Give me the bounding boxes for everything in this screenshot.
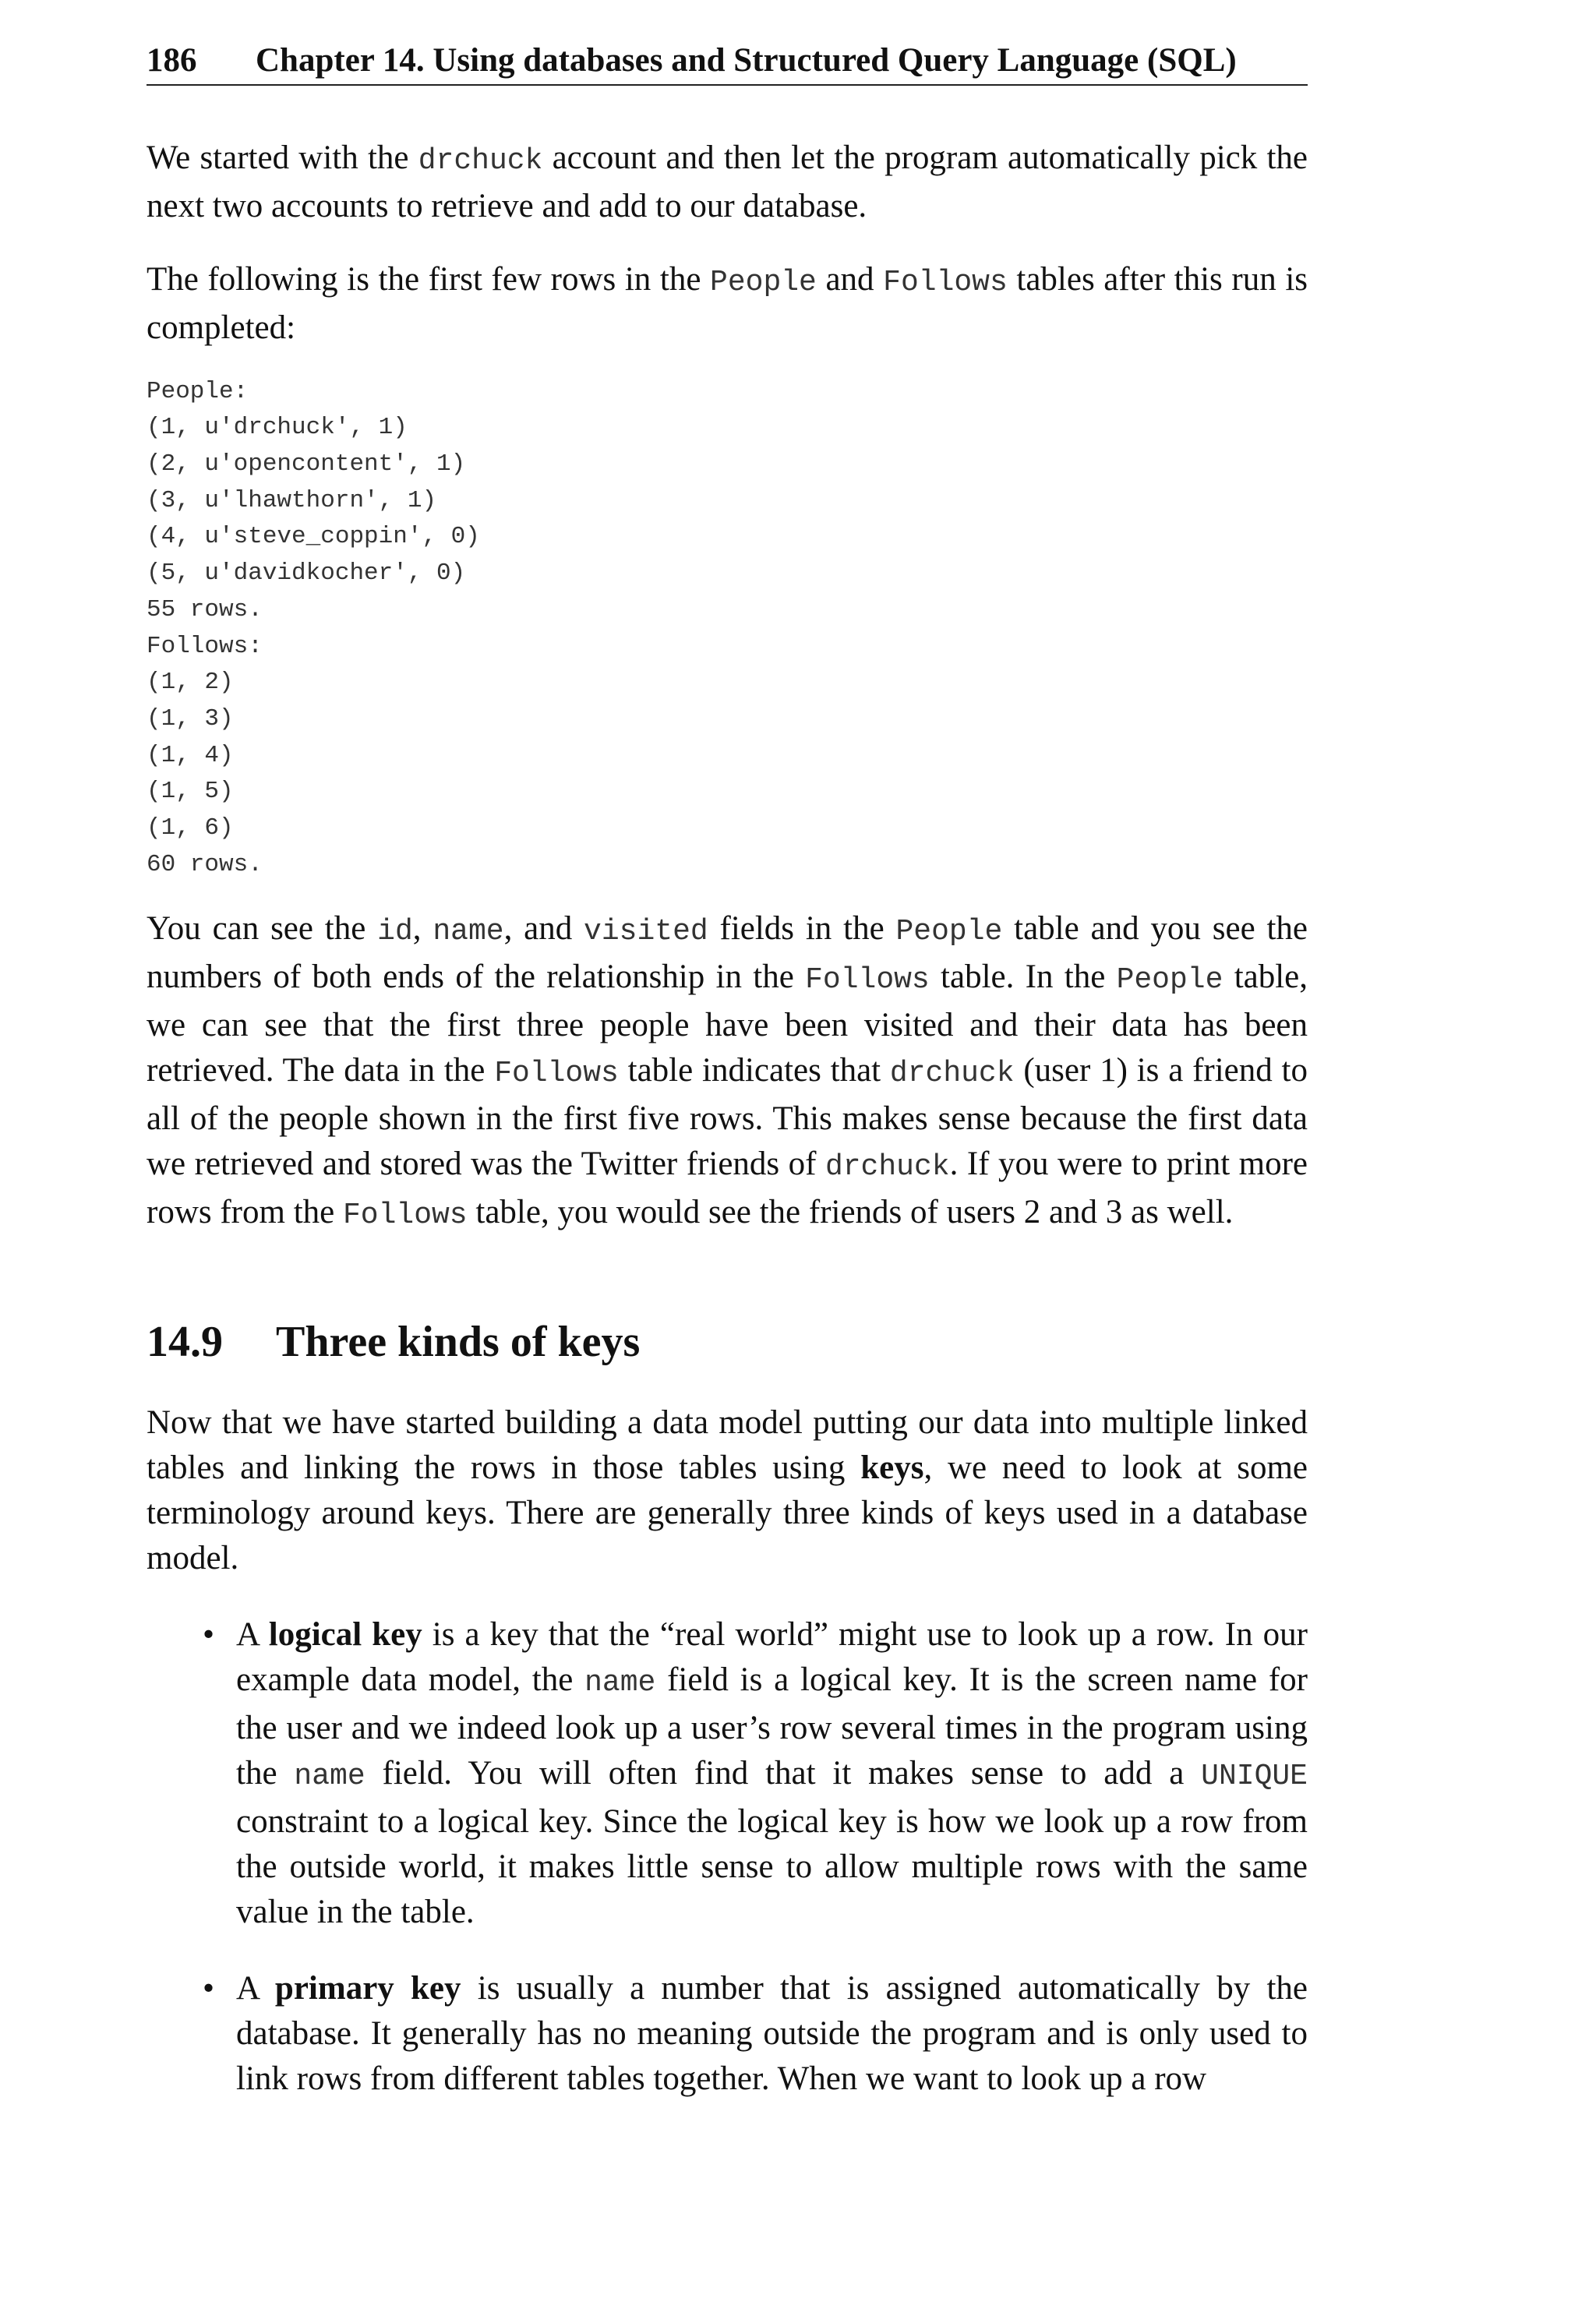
bullet-icon: •	[203, 1616, 215, 1654]
paragraph-tables-intro: The following is the first few rows in the People and Follows tables after this run is completed:	[147, 260, 1308, 346]
paragraph-explanation: You can see the id, name, and visited fields in the People table and you see the numbers of both ends of the relationship in the Follows table. In the People table, we can see that the first three people have been visited and their data has been retrieved. The data in the Follows table indicates that drchuck (user 1) is a friend to all of the people shown in the first five rows. This makes sense because the first data we retrieved and stored was the Twitter friends of drchuck. If you were to print more rows from the Follows table, you would see the friends of users 2 and 3 as well.	[147, 910, 1308, 1233]
code-inline: People	[710, 265, 817, 299]
paragraph-keys-intro: Now that we have started building a data model putting our data into multiple linked tables and linking the rows in those tables using keys, we need to look at some terminology around keys. There are generally three kinds of keys used in a database model.	[147, 1404, 1308, 1577]
bullet-icon: •	[203, 1970, 215, 2007]
bold-term: logical key	[268, 1616, 422, 1654]
page-number: 186	[147, 42, 197, 79]
code-inline: Follows	[883, 265, 1008, 299]
keys-list	[147, 1612, 1308, 2102]
paragraph-intro: We started with the drchuck account and then let the program automatically pick the next two accounts to retrieve and add to our database.	[147, 139, 1308, 224]
list-item: • A logical key is a key that the “real world” might use to look up a row. In our example data model, the name field is a logical key. It is the screen name for the user and we indeed look up a user’s row several times in the program using the name field. You will often find that it makes sense to add a UNIQUE constraint to a logical key. Since the logical key is how we look up a row from the outside world, it makes little sense to allow multiple rows with the same value in the table.	[147, 1612, 1308, 1935]
bold-term: primary key	[274, 1970, 461, 2007]
section-heading	[147, 1315, 1308, 1369]
code-output-block: People: (1, u'drchuck', 1) (2, u'opencontent', 1) (3, u'lhawthorn', 1) (4, u'steve_coppin', 0) (5, u'davidkocher', 0) 55 rows. Follows: (1, 2) (1, 3) (1, 4) (1, 5) (1, 6) 60 rows.	[147, 377, 480, 878]
bold-term: keys	[860, 1449, 924, 1487]
code-inline: drchuck	[418, 143, 543, 178]
chapter-title: Chapter 14. Using databases and Structured Query Language (SQL)	[256, 42, 1237, 79]
list-item: • A primary key is usually a number that is assigned automatically by the database. It generally has no meaning outside the program and is only used to link rows from different tables together. When we want to look up a row	[147, 1966, 1308, 2102]
section-number: 14.9	[147, 1318, 223, 1367]
running-header	[147, 41, 1308, 86]
book-page	[147, 41, 1308, 2133]
section-title: Three kinds of keys	[276, 1318, 641, 1367]
